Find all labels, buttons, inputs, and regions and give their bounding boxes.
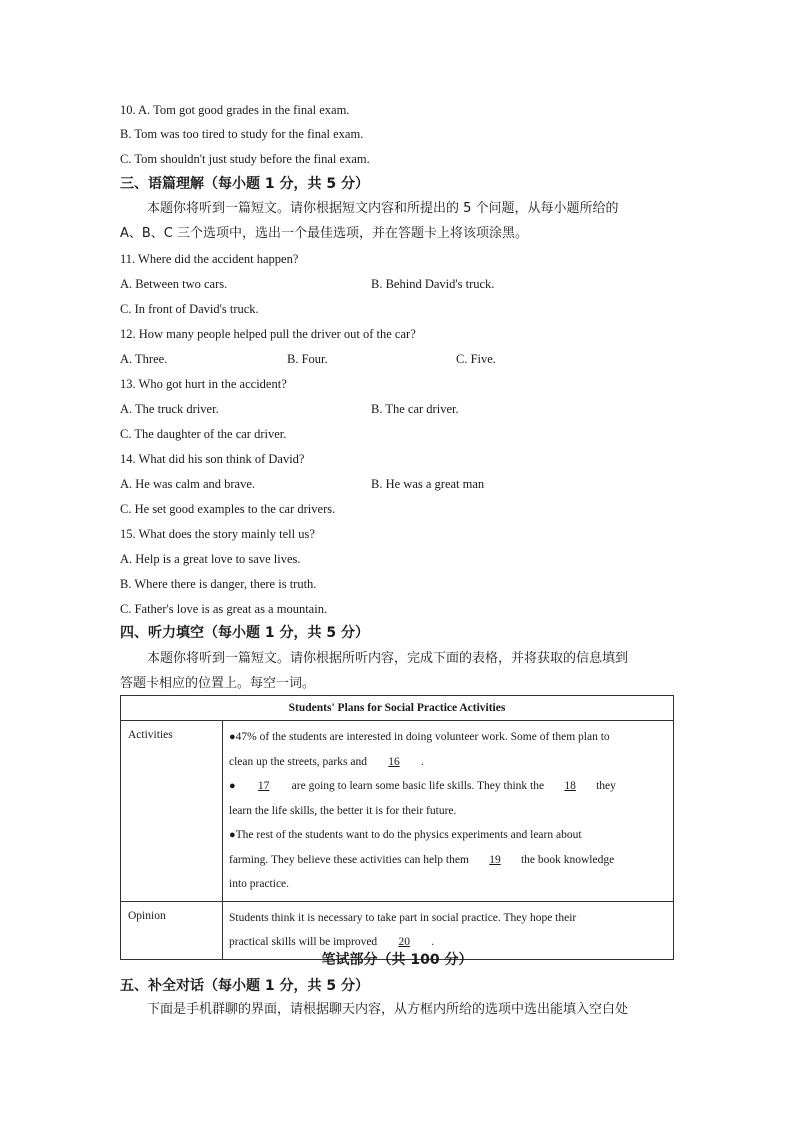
q13-option-a: A. The truck driver.	[120, 402, 219, 416]
opinion-line-1: Students think it is necessary to take part in social practice. They hope their	[229, 911, 577, 924]
blank-18[interactable]: 18	[564, 780, 576, 792]
q12-option-a: A. Three.	[120, 352, 168, 366]
q14-option-b: B. He was a great man	[371, 477, 485, 491]
q12-stem: 12. How many people helped pull the driver out of the car?	[120, 327, 416, 341]
q11-option-a: A. Between two cars.	[120, 277, 228, 291]
blank-20[interactable]: 20	[398, 936, 410, 948]
opinion-line-2: practical skills will be improved 20 .	[229, 930, 667, 955]
activity-bullet-2: ● 17 are going to learn some basic life skills. They think the 18 they	[229, 774, 667, 799]
q12-option-b: B. Four.	[287, 352, 328, 366]
q14-option-a: A. He was calm and brave.	[120, 477, 256, 491]
q10-option-c: C. Tom shouldn't just study before the final exam.	[120, 152, 370, 166]
q15-stem: 15. What does the story mainly tell us?	[120, 527, 315, 541]
activity-bullet-3-cont: farming. They believe these activities can help them 19 the book knowledge	[229, 848, 667, 873]
activity-bullet-3: ●The rest of the students want to do the physics experiments and learn about	[229, 829, 582, 841]
section4-heading: 四、听力填空（每小题 1 分，共 5 分）	[120, 625, 369, 641]
q15-option-c: C. Father's love is as great as a mountain.	[120, 602, 328, 616]
table-title: Students' Plans for Social Practice Activities	[121, 696, 674, 721]
opinion-label: Opinion	[121, 901, 223, 959]
activities-label: Activities	[121, 721, 223, 902]
written-part-heading: 笔试部分（共 100 分）	[321, 952, 473, 968]
q11-option-b: B. Behind David's truck.	[371, 277, 495, 291]
q15-option-b: B. Where there is danger, there is truth.	[120, 577, 317, 591]
q11-option-c: C. In front of David's truck.	[120, 302, 259, 316]
q13-stem: 13. Who got hurt in the accident?	[120, 377, 287, 391]
section3-intro-2: A、B、C 三个选项中，选出一个最佳选项，并在答题卡上将该项涂黑。	[120, 226, 529, 241]
q14-stem: 14. What did his son think of David?	[120, 452, 305, 466]
section3-intro-1: 本题你将听到一篇短文。请你根据短文内容和所提出的 5 个问题，从每小题所给的	[147, 201, 619, 216]
q15-option-a: A. Help is a great love to save lives.	[120, 552, 301, 566]
activities-content	[223, 721, 674, 902]
section5-heading: 五、补全对话（每小题 1 分，共 5 分）	[120, 978, 369, 994]
blank-16[interactable]: 16	[388, 755, 400, 768]
activity-bullet-3-cont2: into practice.	[229, 878, 290, 890]
q10-option-b: B. Tom was too tired to study for the final exam.	[120, 127, 364, 141]
blank-17[interactable]: 17	[257, 780, 270, 792]
section3-heading: 三、语篇理解（每小题 1 分，共 5 分）	[120, 176, 369, 192]
activity-bullet-2-cont: learn the life skills, the better it is for their future.	[229, 804, 457, 817]
q11-stem: 11. Where did the accident happen?	[120, 252, 299, 266]
q13-option-c: C. The daughter of the car driver.	[120, 427, 287, 441]
section5-intro-1: 下面是手机群聊的界面，请根据聊天内容，从方框内所给的选项中选出能填入空白处	[147, 1002, 629, 1017]
social-practice-table	[120, 695, 674, 960]
section4-intro-2: 答题卡相应的位置上。每空一词。	[120, 676, 316, 691]
section4-intro-1: 本题你将听到一篇短文。请你根据所听内容，完成下面的表格，并将获取的信息填到	[147, 651, 629, 666]
blank-19[interactable]: 19	[489, 853, 501, 866]
q12-option-c: C. Five.	[456, 352, 496, 366]
q13-option-b: B. The car driver.	[371, 402, 459, 416]
activity-bullet-1: ●47% of the students are interested in doing volunteer work. Some of them plan to	[229, 731, 610, 743]
q14-option-c: C. He set good examples to the car drivers.	[120, 502, 336, 516]
activity-bullet-1-cont: clean up the streets, parks and 16 .	[229, 750, 667, 775]
q10-option-a: 10. A. Tom got good grades in the final exam.	[120, 103, 350, 117]
